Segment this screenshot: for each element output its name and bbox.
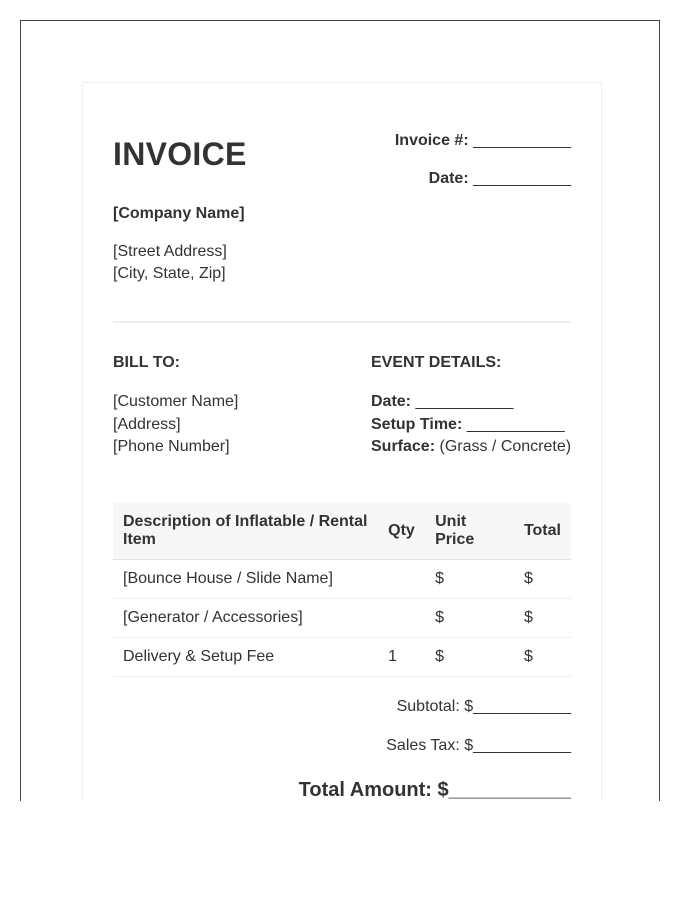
event-surface-row [371,436,571,459]
header-total: Total [514,503,571,560]
event-date-label: Date: [371,393,412,410]
company-city: [City, State, Zip] [113,265,226,282]
invoice-number-value: ___________ [473,132,571,149]
cell-description: [Generator / Accessories] [113,599,378,638]
cell-total: $ [514,560,571,599]
header-description: Description of Inflatable / Rental Item [113,503,378,560]
invoice-date-row [395,169,571,207]
table-header-row [113,503,571,560]
invoice-number-row [395,131,571,169]
cell-description: [Bounce House / Slide Name] [113,560,378,599]
totals-block [299,697,571,801]
event-setup-value: ___________ [466,415,565,433]
bill-to-heading: BILL TO: [113,354,180,371]
cell-qty [378,599,425,638]
cell-qty [378,560,425,599]
header-qty: Qty [378,503,425,560]
company-street: [Street Address] [113,243,227,260]
event-details-block [371,353,571,459]
cell-qty: 1 [378,638,425,677]
subtotal: Subtotal: $___________ [396,698,571,715]
invoice-date-value: ___________ [473,170,571,187]
cell-total: $ [514,599,571,638]
company-name: [Company Name] [113,205,245,222]
event-date-value: ___________ [415,393,514,410]
section-divider [113,321,571,323]
bill-to-customer: [Customer Name] [113,393,239,410]
invoice-number-label: Invoice #: [394,132,469,149]
bill-to-block [113,353,238,459]
bill-to-phone: [Phone Number] [113,438,230,455]
bill-to-address: [Address] [113,415,181,433]
total-amount: Total Amount: $___________ [298,779,571,801]
invoice-paper [82,82,602,801]
cell-unit-price: $ [425,638,514,677]
header-unit-price: Unit Price [425,503,514,560]
company-block [113,203,245,285]
sales-tax: Sales Tax: $___________ [386,737,571,754]
items-table [113,503,571,677]
event-surface-value: (Grass / Concrete) [439,438,572,455]
event-date-row [371,391,571,414]
document-frame [20,20,660,801]
event-setup-label: Setup Time: [371,415,463,433]
cell-description: Delivery & Setup Fee [113,638,378,677]
table-row [113,599,571,638]
table-row [113,560,571,599]
cell-unit-price: $ [425,599,514,638]
event-setup-row [371,414,571,437]
invoice-meta [395,131,571,207]
event-details-heading: EVENT DETAILS: [371,354,502,371]
invoice-title: INVOICE [113,136,247,172]
cell-total: $ [514,638,571,677]
event-surface-label: Surface: [371,438,436,455]
cell-unit-price: $ [425,560,514,599]
invoice-date-label: Date: [428,170,469,187]
table-row [113,638,571,677]
